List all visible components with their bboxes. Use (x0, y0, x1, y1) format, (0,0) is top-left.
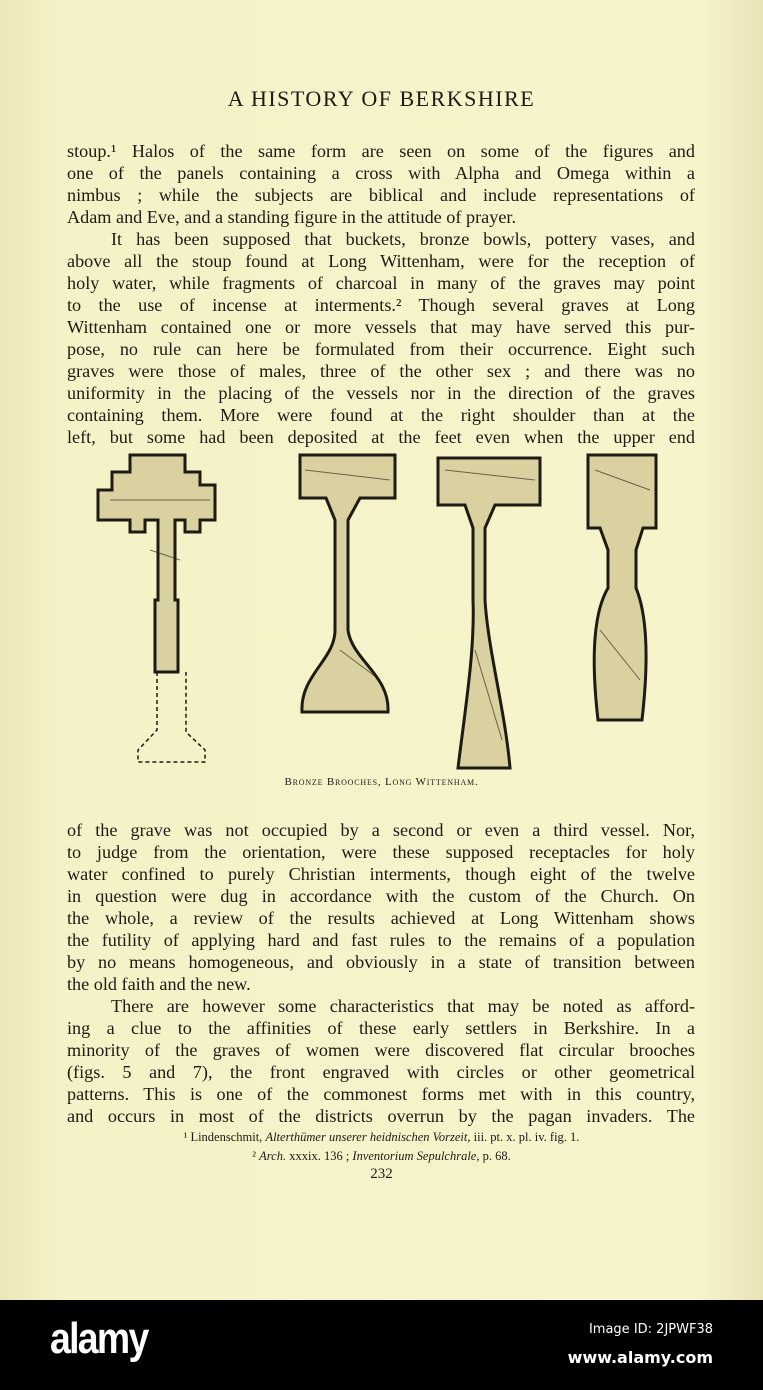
text-line: graves were those of males, three of the other sex ; and there was no (67, 361, 695, 381)
image-id: Image ID: 2JPWF38 (588, 1322, 713, 1337)
footnote-title: Alterthümer unserer heidnischen Vorzeit, (265, 1130, 471, 1144)
watermark-bar (0, 1300, 763, 1390)
running-header: A HISTORY OF BERKSHIRE (227, 86, 536, 111)
square-headed-brooch (300, 455, 395, 712)
text-line: left, but some had been deposited at the feet even when the upper end (67, 427, 695, 447)
text-line: minority of the graves of women were discovered flat circular brooches (67, 1040, 695, 1060)
text-line: nimbus ; while the subjects are biblical and include representations of (67, 185, 695, 205)
bottom-paragraph (67, 819, 695, 1127)
dashed-brooch-outline (138, 672, 205, 762)
footnote-ref: xxxix. 136 ; (289, 1149, 350, 1163)
text-line: of the grave was not occupied by a second or even a third vessel. Nor, (67, 820, 695, 840)
footnote-abbrev: Arch. (259, 1149, 287, 1163)
footnote-1 (0, 1130, 763, 1145)
alamy-logo: alamy (50, 1314, 148, 1363)
text-line: water confined to purely Christian interments, though eight of the twelve (67, 864, 695, 884)
text-line: above all the stoup found at Long Wittenham, were for the reception of (67, 251, 695, 271)
footnote-ref: iii. pt. x. pl. iv. fig. 1. (473, 1130, 580, 1144)
text-line: patterns. This is one of the commonest forms met with in this country, (67, 1084, 695, 1104)
top-paragraph (67, 140, 695, 448)
text-line: Wittenham contained one or more vessels that may have served this pur- (67, 317, 695, 337)
text-line: the futility of applying hard and fast rules to the remains of a population (67, 930, 695, 950)
long-brooch (438, 458, 540, 768)
small-long-brooch (588, 455, 656, 720)
text-line: Adam and Eve, and a standing figure in the attitude of prayer. (67, 207, 516, 227)
text-line: one of the panels containing a cross with Alpha and Omega within a (67, 163, 695, 183)
text-line: to judge from the orientation, were these supposed receptacles for holy (67, 842, 695, 862)
footnote-author: Lindenschmit, (190, 1130, 263, 1144)
text-line: (figs. 5 and 7), the front engraved with circles or other geometrical (67, 1062, 695, 1082)
text-line: in question were dug in accordance with the custom of the Church. On (67, 886, 695, 906)
footnote-2 (0, 1149, 763, 1164)
text-line: It has been supposed that buckets, bronze bowls, pottery vases, and (111, 229, 695, 249)
brooches-illustration (90, 450, 670, 770)
text-line: There are however some characteristics that may be noted as afford- (111, 996, 695, 1016)
page-number: 232 (370, 1166, 393, 1182)
text-line: to the use of incense at interments.² Though several graves at Long (67, 295, 695, 315)
text-line: by no means homogeneous, and obviously in a state of transition between (67, 952, 695, 972)
footnote-title: Inventorium Sepulchrale, (352, 1149, 480, 1163)
figure-caption: Bronze Brooches, Long Wittenham. (284, 776, 479, 788)
text-line: the whole, a review of the results achieved at Long Wittenham shows (67, 908, 695, 928)
watermark-url: www.alamy.com (567, 1348, 713, 1367)
text-line: and occurs in most of the districts overrun by the pagan invaders. The (67, 1106, 695, 1126)
footnote-page: p. 68. (482, 1149, 511, 1163)
cruciform-brooch (98, 455, 215, 672)
text-line: containing them. More were found at the right shoulder than at the (67, 405, 695, 425)
text-line: pose, no rule can here be formulated from their occurrence. Eight such (67, 339, 695, 359)
footnote-marker: ² (252, 1149, 256, 1163)
text-line: stoup.¹ Halos of the same form are seen on some of the figures and (67, 141, 695, 161)
text-line: holy water, while fragments of charcoal in many of the graves may point (67, 273, 695, 293)
text-line: uniformity in the placing of the vessels nor in the direction of the graves (67, 383, 695, 403)
text-line: ing a clue to the affinities of these early settlers in Berkshire. In a (67, 1018, 695, 1038)
footnote-marker: ¹ (183, 1130, 188, 1144)
text-line: the old faith and the new. (67, 974, 251, 994)
